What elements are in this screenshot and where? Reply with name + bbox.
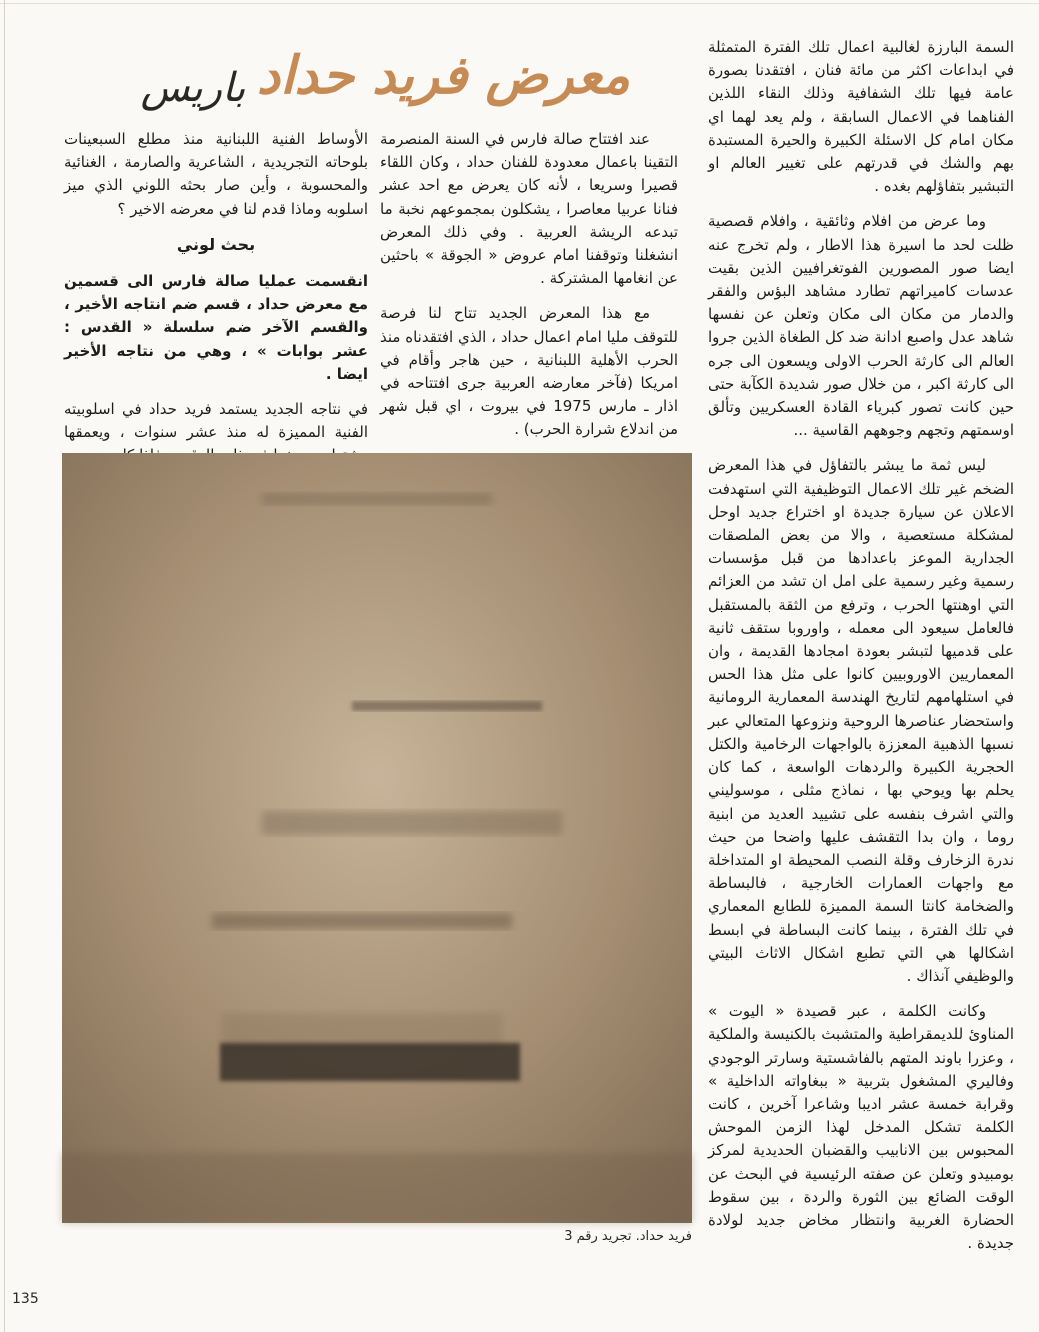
paragraph: مع هذا المعرض الجديد تتاح لنا فرصة للتوقف مليا امام اعمال حداد ، الذي افتقدناه منذ الحرب الأهلية اللبنانية ، حين هاجر وأقام في امريكا (فآخر معارضه العربية جرى افتتاحه في اذار ـ مارس 1975 في بيروت ، اي قبل شهر من اندلاع شرارة الحرب) .	[380, 304, 678, 439]
abstract-painting	[62, 453, 692, 1223]
figure-caption: فريد حداد. تجريد رقم 3	[564, 1229, 692, 1244]
page-left-edge	[4, 0, 5, 1332]
section-heading: بحث لوني	[176, 234, 256, 254]
paragraph: الأوساط الفنية اللبنانية منذ مطلع السبعينات بلوحاته التجريدية ، الشاعرية والصارمة ، الغنائية والمحسوبة ، وأين صار بحثه اللوني الذي ميز اسلوبه وماذا قدم لنا في معرضه الاخير ؟	[64, 130, 368, 218]
bold-lead-paragraph: انقسمت عمليا صالة فارس الى قسمين مع معرض حداد ، قسم ضم انتاجه الأخير ، والقسم الآخر ضم سلسلة « القدس : عشر بوابات » ، وهي من نتاجه الأخير ايضا .	[64, 272, 368, 383]
paragraph: في نتاجه الجديد يستمد فريد حداد في اسلوبيته الفنية المميزة له منذ عشر سنوات ، ويعمقها	[64, 400, 368, 442]
painting-image	[62, 453, 692, 1223]
painting-bottom-shade	[62, 1153, 692, 1223]
paragraph: السمة البارزة لغالبية اعمال تلك الفترة المتمثلة في ابداعات اكثر من مائة فنان ، افتقدنا بصورة عامة فيها تلك الشفافية وذلك النقاء اللذين الفناهما في الاعمال السابقة ، ولم يعد لهما اي مكان امام كل الاسئلة الكبيرة والحيرة المستبدة بهم والشك في قدرتهم على تغيير العالم او التبشير بتفاؤلهم بغده .	[708, 38, 1014, 196]
page-top-edge	[0, 3, 1039, 4]
text-column-left	[64, 128, 368, 450]
article-location: باريس	[140, 65, 246, 111]
painting-stroke-2	[352, 701, 542, 711]
painting-stroke-3	[262, 811, 562, 835]
article-title: معرض فريد حداد	[256, 45, 630, 106]
paragraph: وكانت الكلمة ، عبر قصيدة « اليوت » المناوئ للديمقراطية والمتشبث بالكنيسة والملكية ، وعزرا باوند المتهم بالفاشستية وسارتر الوجودي وفاليري المشغول بتربية « ببغاواته الداخلية » وقرابة خمسة عشر اديبا وشاعرا آخرين ، كانت الكلمة تشكل المدخل لهذا الزمن الموحش المحبوس بين الانابيب والقضبان الحديدية لمركز بومبيدو وتعلن عن صفته الرئيسية في البحث عن الوقت الضائع بين الثورة والردة ، بين سقوط الحضارة الغربية وانتظار مخاض جديد لولادة جديدة .	[708, 1002, 1014, 1253]
paragraph: وما عرض من افلام وثائقية ، وافلام قصصية ظلت لحد ما اسيرة هذا الاطار ، ولم تخرج عنه ايضا صور المصورين الفوتغرافيين الذين بقيت عدسات كاميراتهم تطارد مشاهد البؤس والفقر والدمار من مكان الى مكان وتعلن عن نفسها شاهد عدل واصبع ادانة ضد كل الطغاة الذين جروا العالم الى كارثة الحرب الاولى ويسعون الى جره الى كارثة اكبر ، من خلال صور شديدة الكآبة حتى حين كانت تصور كبرياء القادة العسكريين وتألق اوسمتهم وتجهم وجوههم القاسية ...	[708, 212, 1014, 440]
paragraph: عند افتتاح صالة فارس في السنة المنصرمة التقينا باعمال معدودة للفنان حداد ، وكان اللقاء قصيرا وسريعا ، لأنه كان يعرض مع احد عشر فنانا عربيا معاصرا ، يشكلون بمجموعهم نخبة ما تبدعه الريشة العربية . وفي ذلك المعرض انشغلنا وتوقفنا امام عروض « الجوقة » باحثين عن انغامها المشتركة .	[380, 130, 678, 288]
page-number: 135	[12, 1291, 39, 1307]
painting-dark-bar	[220, 1043, 520, 1081]
paragraph: ليس ثمة ما يبشر بالتفاؤل في هذا المعرض الضخم غير تلك الاعمال التوظيفية التي استهدفت الاعلان عن سيارة جديدة او اختراع جديد اوحل لمشكلة مستعصية ، والا من بعض الملصقات الجدارية الموعز باعدادها من قبل مؤسسات رسمية وغير رسمية على امل ان تشد من العزائم التي اوهنتها الحرب ، وترفع من الثقة بالمستقبل فالعامل سيعود الى معمله ، واوروبا ستقف ثانية على قدميها لتبشر بعودة امجادها القديمة ، وان المعماريين الاوروبيين كانوا على مثل هذا الحس في استلهامهم لتاريخ الهندسة المعمارية الرومانية واستحضار عناصرها الروحية ونزوعها المتعالي عبر نسبها الذهبية المعززة بالواجهات الرخامية والكتل الحجرية الكبيرة والردهات الواسعة ، كما كان يحلم بها ويوحي بها ، نماذج مثلى ، موسوليني والتي اشرف بنفسه على تشييد العديد من ابنية روما ، وان بدا التقشف عليها واضحا من حيث ندرة الزخارف وقلة النصب المحيطة او المتداخلة مع واجهات العمارات الخارجية ، فالبساطة والضخامة كانتا السمة المميزة للطابع المعماري في تلك الفترة ، بينما كانت البساطة في ابسط اشكالها هي التي تطبع اشكال الاثاث البيتي والوظيفي آنذاك .	[708, 456, 1014, 985]
painting-stroke-1	[262, 493, 492, 505]
text-column-middle	[380, 128, 678, 450]
painting-stroke-4	[212, 913, 512, 929]
text-column-right	[708, 36, 1014, 1254]
painting-background	[62, 453, 692, 1223]
